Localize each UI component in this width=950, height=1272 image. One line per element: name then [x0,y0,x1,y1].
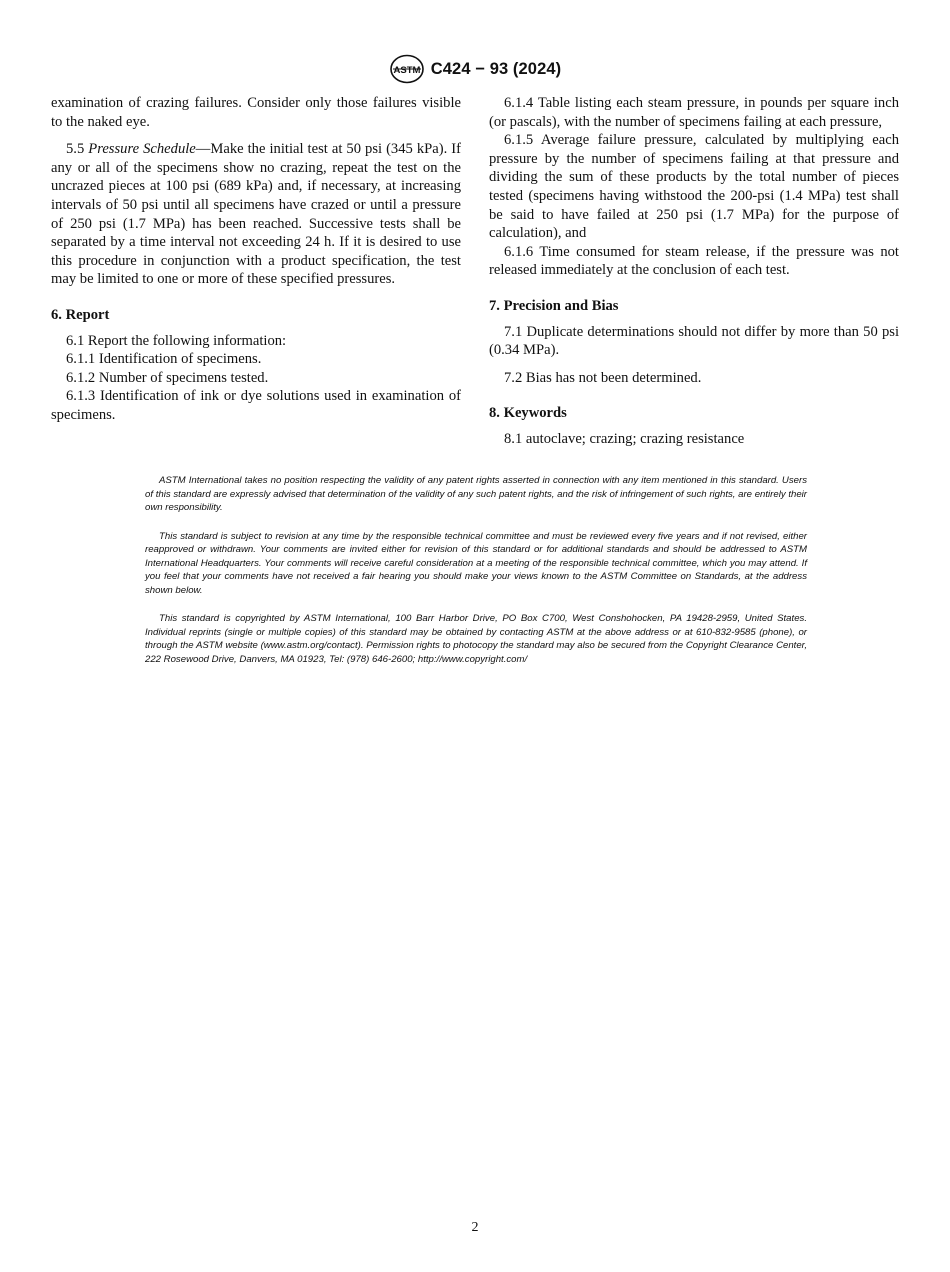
right-column [489,94,899,449]
notice-copyright: This standard is copyrighted by ASTM International, 100 Barr Harbor Drive, PO Box C700, West Conshohocken, PA 19428-2959, United States. Individual reprints (single or multiple copies) of this standard may be obtained by contacting ASTM at the above address or at 610-832-9585 (phone), or through the ASTM website (www.astm.org/contact). Permission rights to photocopy the standard may also be secured from the Copyright Clearance Center, 222 Rosewood Drive, Danvers, MA 01923, Tel: (978) 646-2600; http://www.copyright.com/ [145,613,807,665]
paragraph-6-1-6: 6.1.6 Time consumed for steam release, if the pressure was not released immediately at the conclusion of each test. [489,243,899,279]
paragraph-5-5 [51,140,461,289]
astm-logo-icon [389,54,425,84]
section-heading-precision-bias: 7. Precision and Bias [489,297,619,314]
paragraph-6-1-3: 6.1.3 Identification of ink or dye solutions used in examination of specimens. [51,388,461,423]
paragraph-8-1: 8.1 autoclave; crazing; crazing resistance [504,430,745,447]
paragraph-6-1-4: 6.1.4 Table listing each steam pressure, in pounds per square inch (or pascals), with the number of specimens failing at each pressure, [489,95,899,130]
page-number: 2 [471,1220,479,1235]
paragraph-6-1-2: 6.1.2 Number of specimens tested. [66,369,269,386]
notice-revision: This standard is subject to revision at any time by the responsible technical committee and must be reviewed every five years and if not revised, either reapproved or withdrawn. Your comments are invited either for revision of this standard or for additional standards and should be addressed to ASTM International Headquarters. Your comments will receive careful consideration at a meeting of the responsible technical committee, which you may attend. If you feel that your comments have not received a fair hearing you should make your views known to the ASTM Committee on Standards, at the address shown below. [145,530,807,596]
section-heading-report: 6. Report [51,306,110,323]
paragraph-7-2: 7.2 Bias has not been determined. [504,369,702,386]
paragraph-body: —Make the initial test at 50 psi (345 kPa). If any or all of the specimens show no crazing, repeat the test on the uncrazed pieces at 100 psi (689 kPa) and, if necessary, at increasing intervals of 50 psi until all specimens have crazed or until a pressure of 250 psi (1.7 MPa) has been reached. Successive tests shall be separated by a time interval not exceeding 24 h. If it is desired to use this procedure in conjunction with a product specification, the test may be limited to one or more of these specified pressures. [51,141,461,288]
paragraph-6-1-5: 6.1.5 Average failure pressure, calculated by multiplying each pressure by the number of specimens failing at that pressure and dividing the sum of these products by the total number of pieces tested (specimens having withstood the 200-psi (1.4 MPa) test shall be said to have failed at 250 psi (1.7 MPa) for the purpose of calculation), and [489,132,899,242]
paragraph-6-1-1: 6.1.1 Identification of specimens. [66,351,262,368]
paragraph-7-1: 7.1 Duplicate determinations should not differ by more than 50 psi (0.34 MPa). [489,323,899,359]
section-heading-keywords: 8. Keywords [489,405,567,422]
paragraph-6-1: 6.1 Report the following information: [66,332,287,349]
paragraph-continued: examination of crazing failures. Consider only those failures visible to the naked eye. [51,95,461,130]
standard-designation: C424 − 93 (2024) [430,59,562,78]
left-column [51,94,461,425]
paragraph-title: Pressure Schedule [88,141,196,158]
svg-text:ASTM: ASTM [393,65,421,76]
legal-notices [145,474,807,666]
notice-patent-rights: ASTM International takes no position respecting the validity of any patent rights asserted in connection with any item mentioned in this standard. Users of this standard are expressly advised that determination of the validity of any such patent rights, and the risk of infringement of such rights, are entirely their own responsibility. [145,475,807,513]
paragraph-number: 5.5 [66,141,85,158]
page-header [0,54,950,84]
